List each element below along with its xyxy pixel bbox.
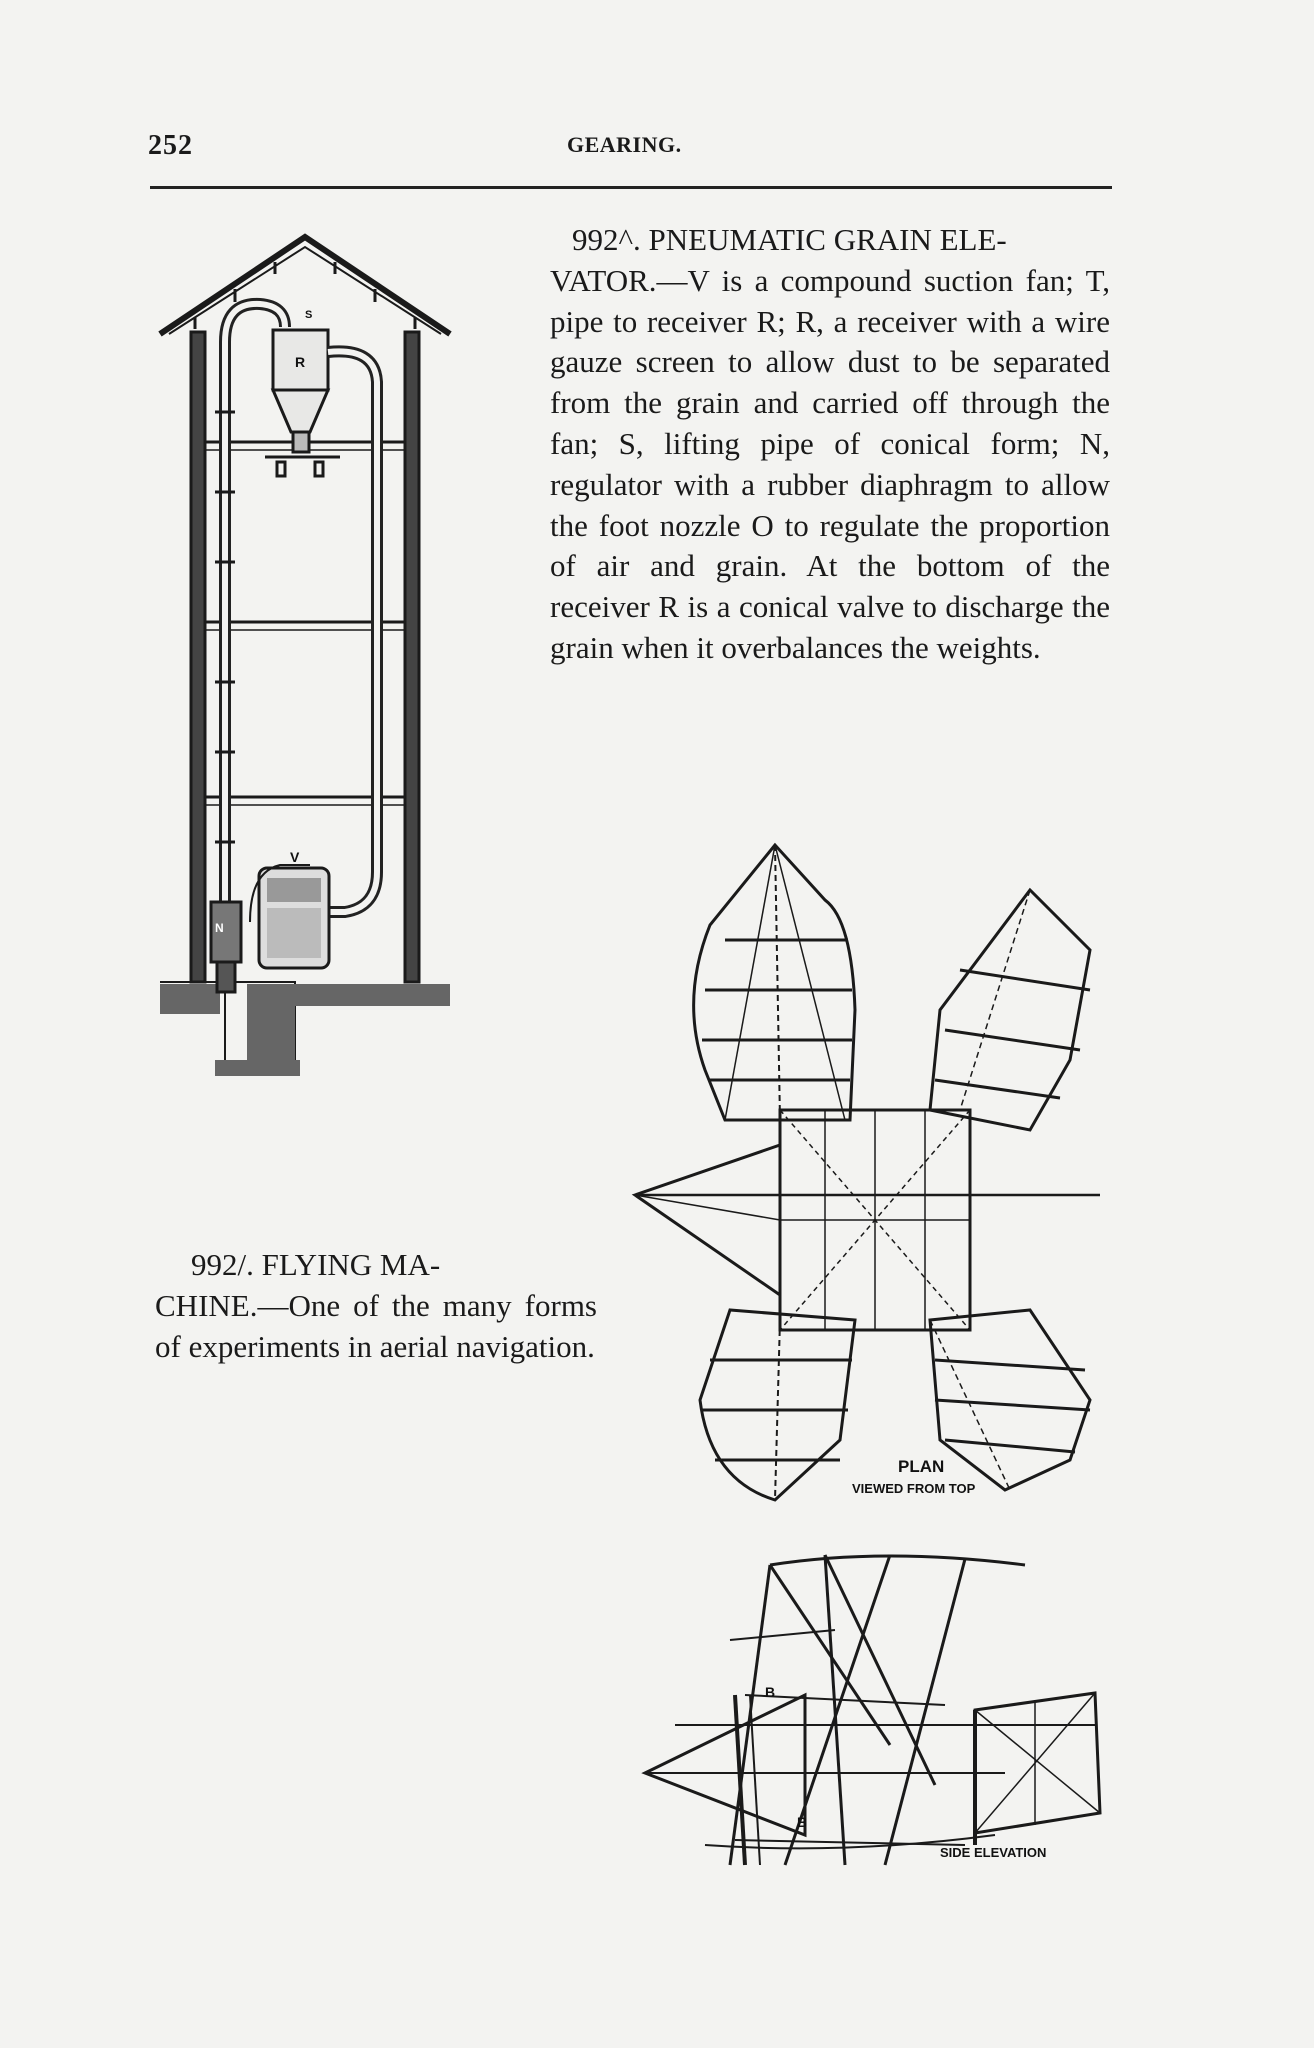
plan-title: PLAN [898, 1457, 945, 1476]
entry-pneumatic-grain-elevator [550, 220, 1110, 669]
header-rule [150, 186, 1112, 189]
entry-body: CHINE.—One of the many forms of experiments in aerial navigation. [155, 1287, 597, 1364]
flying-machine-side-elevation [645, 1545, 1105, 1870]
running-title: GEARING. [567, 132, 682, 157]
side-label-b-top: B [765, 1684, 776, 1700]
label-receiver-r: R [295, 354, 306, 370]
label-lifting-pipe-s: S [305, 309, 313, 321]
label-regulator-n: N [215, 921, 224, 935]
flying-machine-plan-illustration [630, 840, 1100, 1500]
side-elevation-title: SIDE ELEVATION [940, 1845, 1047, 1860]
entry-body: VATOR.—V is a compound suction fan; T, pipe to receiver R; R, a receiver with a wire gauze screen to allow dust to be separated from the grain and carried off through the fan; S, lifting pipe of conical form; N, regulator with a rubber diaphragm to allow the foot nozzle O to regulate the proportion of air and grain. At the bottom of the receiver R is a conical valve to discharge the grain when it overbalances the weights. [550, 262, 1110, 665]
entry-heading: 992^. PNEUMATIC GRAIN ELE- [572, 222, 1007, 257]
plan-subtitle: VIEWED FROM TOP [852, 1481, 976, 1496]
grain-elevator-illustration [155, 232, 455, 1092]
entry-heading: 992/. FLYING MA- [191, 1247, 441, 1282]
label-fan-v: V [290, 849, 300, 865]
side-label-b-bottom: B [797, 1814, 808, 1830]
page-number: 252 [148, 130, 193, 161]
entry-flying-machine [155, 1245, 597, 1367]
